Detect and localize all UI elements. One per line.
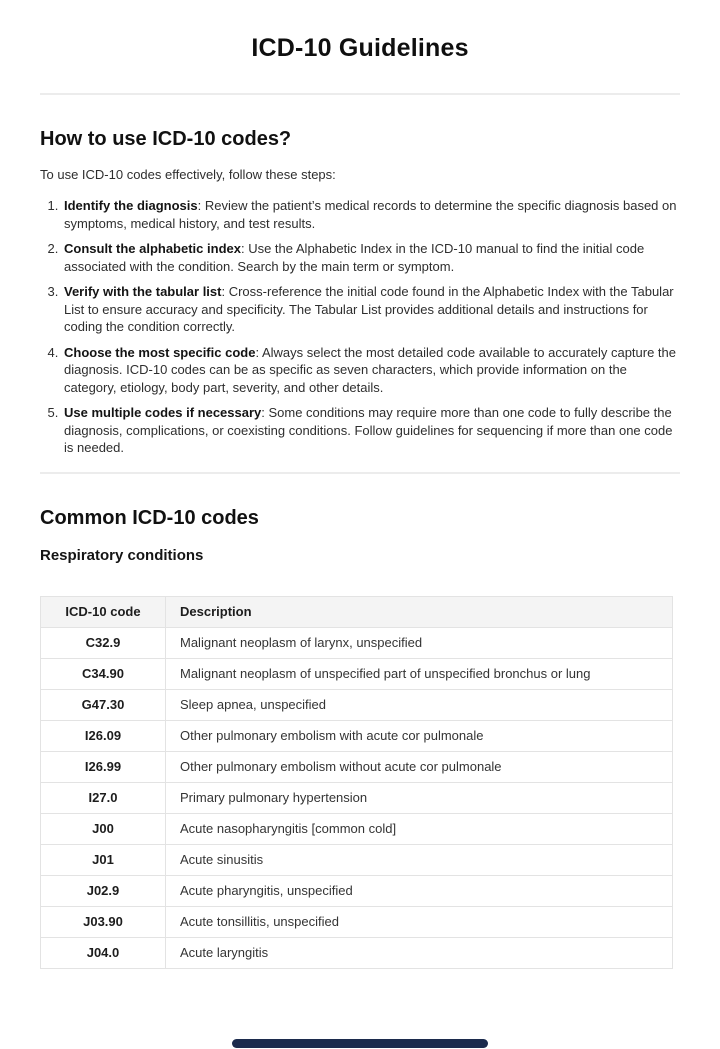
column-header-code: ICD-10 code xyxy=(41,596,166,627)
description-cell: Other pulmonary embolism with acute cor pulmonale xyxy=(166,720,673,751)
table-row xyxy=(41,906,673,937)
description-cell: Acute nasopharyngitis [common cold] xyxy=(166,813,673,844)
description-cell: Sleep apnea, unspecified xyxy=(166,689,673,720)
table-row xyxy=(41,627,673,658)
icd-codes-table xyxy=(40,596,673,969)
code-cell: I26.09 xyxy=(41,720,166,751)
table-row xyxy=(41,720,673,751)
table-row xyxy=(41,658,673,689)
code-cell: C32.9 xyxy=(41,627,166,658)
section-common-codes xyxy=(40,506,680,969)
step-item xyxy=(62,344,680,397)
step-text: : Use the Alphabetic Index in the ICD-10 manual to find the initial code associated with the condition. Search by the main term or symptom. xyxy=(64,241,645,274)
column-header-description: Description xyxy=(166,596,673,627)
table-row xyxy=(41,875,673,906)
step-item xyxy=(62,283,680,336)
step-term: Identify the diagnosis xyxy=(64,198,198,213)
section-divider xyxy=(40,93,680,95)
step-text: : Cross-reference the initial code found in the Alphabetic Index with the Tabular List to ensure accuracy and specificity. The Tabular List provides additional details and instructions for coding the condition correctly. xyxy=(64,284,674,334)
document-page xyxy=(0,33,720,969)
step-term: Verify with the tabular list xyxy=(64,284,222,299)
how-to-intro: To use ICD-10 codes effectively, follow these steps: xyxy=(40,167,336,182)
code-cell: C34.90 xyxy=(41,658,166,689)
step-text: : Some conditions may require more than one code to fully describe the diagnosis, complications, or coexisting conditions. Follow guidelines for sequencing if more than one code is needed. xyxy=(64,405,673,455)
code-cell: J02.9 xyxy=(41,875,166,906)
description-cell: Malignant neoplasm of larynx, unspecified xyxy=(166,627,673,658)
table-row xyxy=(41,844,673,875)
code-cell: G47.30 xyxy=(41,689,166,720)
description-cell: Acute sinusitis xyxy=(166,844,673,875)
step-term: Choose the most specific code xyxy=(64,344,256,360)
table-row xyxy=(41,689,673,720)
code-cell: I27.0 xyxy=(41,782,166,813)
step-item xyxy=(62,404,680,457)
home-indicator-bar[interactable] xyxy=(232,1039,488,1048)
respiratory-conditions-heading: Respiratory conditions xyxy=(40,546,204,564)
step-term: Use multiple codes if necessary xyxy=(64,405,262,420)
step-item xyxy=(62,197,680,232)
steps-list xyxy=(40,197,680,457)
table-row xyxy=(41,751,673,782)
code-cell: J00 xyxy=(41,813,166,844)
table-header-row xyxy=(41,596,673,627)
table-row xyxy=(41,813,673,844)
description-cell: Acute pharyngitis, unspecified xyxy=(166,875,673,906)
table-row xyxy=(41,937,673,968)
code-cell: J01 xyxy=(41,844,166,875)
description-cell: Primary pulmonary hypertension xyxy=(166,782,673,813)
code-cell: J03.90 xyxy=(41,906,166,937)
section-divider xyxy=(40,472,680,474)
step-term: Consult the alphabetic index xyxy=(64,241,241,256)
table-row xyxy=(41,782,673,813)
page-title: ICD-10 Guidelines xyxy=(251,34,469,62)
code-cell: I26.99 xyxy=(41,751,166,782)
description-cell: Malignant neoplasm of unspecified part of unspecified bronchus or lung xyxy=(166,658,673,689)
common-codes-heading: Common ICD-10 codes xyxy=(40,506,259,529)
code-cell: J04.0 xyxy=(41,937,166,968)
description-cell: Other pulmonary embolism without acute cor pulmonale xyxy=(166,751,673,782)
step-item xyxy=(62,240,680,275)
step-text: : Always select the most detailed code available to accurately capture the diagnosis. ICD-10 codes can be as specific as seven characters, which provide information on the category, etiology, body part, severity, and other details. xyxy=(64,344,677,395)
section-how-to-use xyxy=(40,127,680,457)
description-cell: Acute tonsillitis, unspecified xyxy=(166,906,673,937)
step-text: : Review the patient’s medical records to determine the specific diagnosis based on symptoms, medical history, and test results. xyxy=(64,198,677,231)
description-cell: Acute laryngitis xyxy=(166,937,673,968)
how-to-heading: How to use ICD-10 codes? xyxy=(40,128,292,150)
